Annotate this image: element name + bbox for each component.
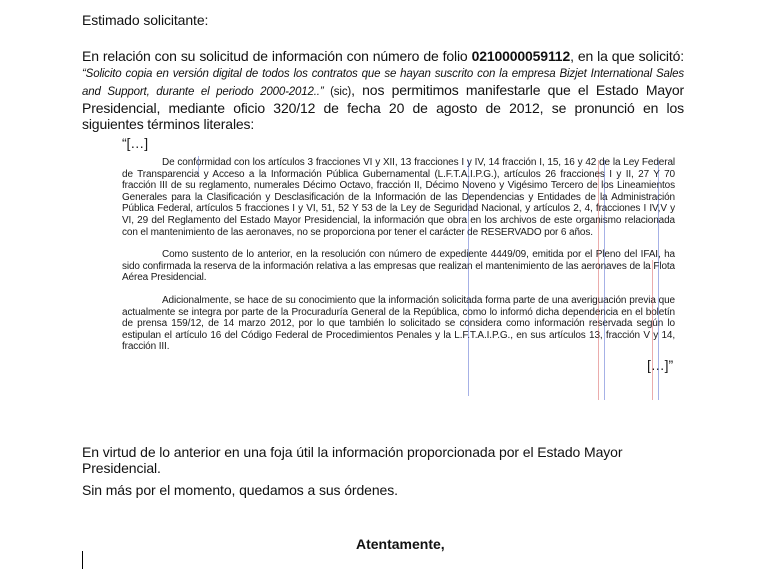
- request-text: “Solicito copia en versión digital de todos los contratos que se hayan suscrito con la empresa Bizjet International Sales and Support, durante el periodo 2000-2012..”: [82, 68, 684, 98]
- sic-note: (sic): [323, 86, 352, 98]
- folio-number: 0210000059112: [471, 48, 571, 64]
- signoff: Atentamente,: [356, 536, 445, 552]
- intro-prefix: En relación con su solicitud de información con número de folio: [82, 48, 472, 64]
- quote-paragraph-2: Como sustento de lo anterior, en la resolución con número de expediente 4449/09, emitida por el Pleno del IFAI, ha sido confirmada la reserva de la información relativa a las empresas que realizan el mantenimiento de las aeronaves de la Flota Aérea Presidencial.: [122, 249, 675, 284]
- intro-suffix: , nos permitimos manifestarle que el Estado Mayor Presidencial, mediante oficio 320/12 de fecha 20 de agosto de 2012, se pronunció en los siguientes términos literales:: [82, 82, 684, 132]
- quote-paragraph-1: De conformidad con los artículos 3 fracciones VI y XII, 13 fracciones I y IV, 14 fracción I, 15, 16 y 42 de la Ley Federal de Transparencia y Acceso a la Información Pública Gubernamental (L.F.T.A.I.P.G.), artículos 26 fracciones I y II, 27 Y 70 fracción III de su reglamento, numerales Décimo Octavo, fracción II, Décimo Noveno y Vigésimo Tercero de los Lineamientos Generales para la Clasificación y Desclasificación de la Información de las Dependencias y Entidades de la Administración Pública Federal, artículos 5 fracciones I y VI, 51, 52 Y 53 de la Ley de Seguridad Nacional, y artículos 2, 4, fracciones I IV,V y VI, 29 del Reglamento del Estado Mayor Presidencial, la información que obra en los archivos de este organismo relacionada con el mantenimiento de las aeronaves, no se proporciona por tener el carácter de RESERVADO por 6 años.: [122, 157, 675, 238]
- intro-paragraph: [82, 48, 684, 132]
- greeting: Estimado solicitante:: [82, 12, 209, 28]
- scan-artifact: [658, 160, 659, 400]
- closing-paragraph-1: En virtud de lo anterior en una foja útil la información proporcionada por el Estado Mayor Presidencial.: [82, 444, 623, 476]
- quoted-response: [122, 135, 675, 372]
- intro-middle: , en la que solicitó:: [570, 48, 684, 64]
- scan-artifact: [468, 160, 469, 396]
- closing-paragraph-2: Sin más por el momento, quedamos a sus órdenes.: [82, 482, 398, 498]
- scan-artifact: [198, 156, 199, 174]
- scan-artifact: [652, 260, 653, 400]
- scan-artifact: [604, 160, 605, 400]
- text-cursor[interactable]: [82, 551, 83, 569]
- quote-open: “[…]: [122, 135, 148, 151]
- quote-paragraph-3: Adicionalmente, se hace de su conocimiento que la información solicitada forma parte de una averiguación previa que actualmente se integra por parte de la Procuraduría General de la República, como lo informó dicha dependencia en el boletín de prensa 159/12, de 14 marzo 2012, por lo que también lo solicitado se considera como información reservada según lo estipulan el artículo 16 del Código Federal de Procedimientos Penales y la L.F.T.A.I.P.G., en sus artículos 13, fracción V y 14, fracción III.: [122, 294, 675, 353]
- quote-close: […]”: [647, 356, 673, 373]
- scan-artifact: [598, 160, 599, 400]
